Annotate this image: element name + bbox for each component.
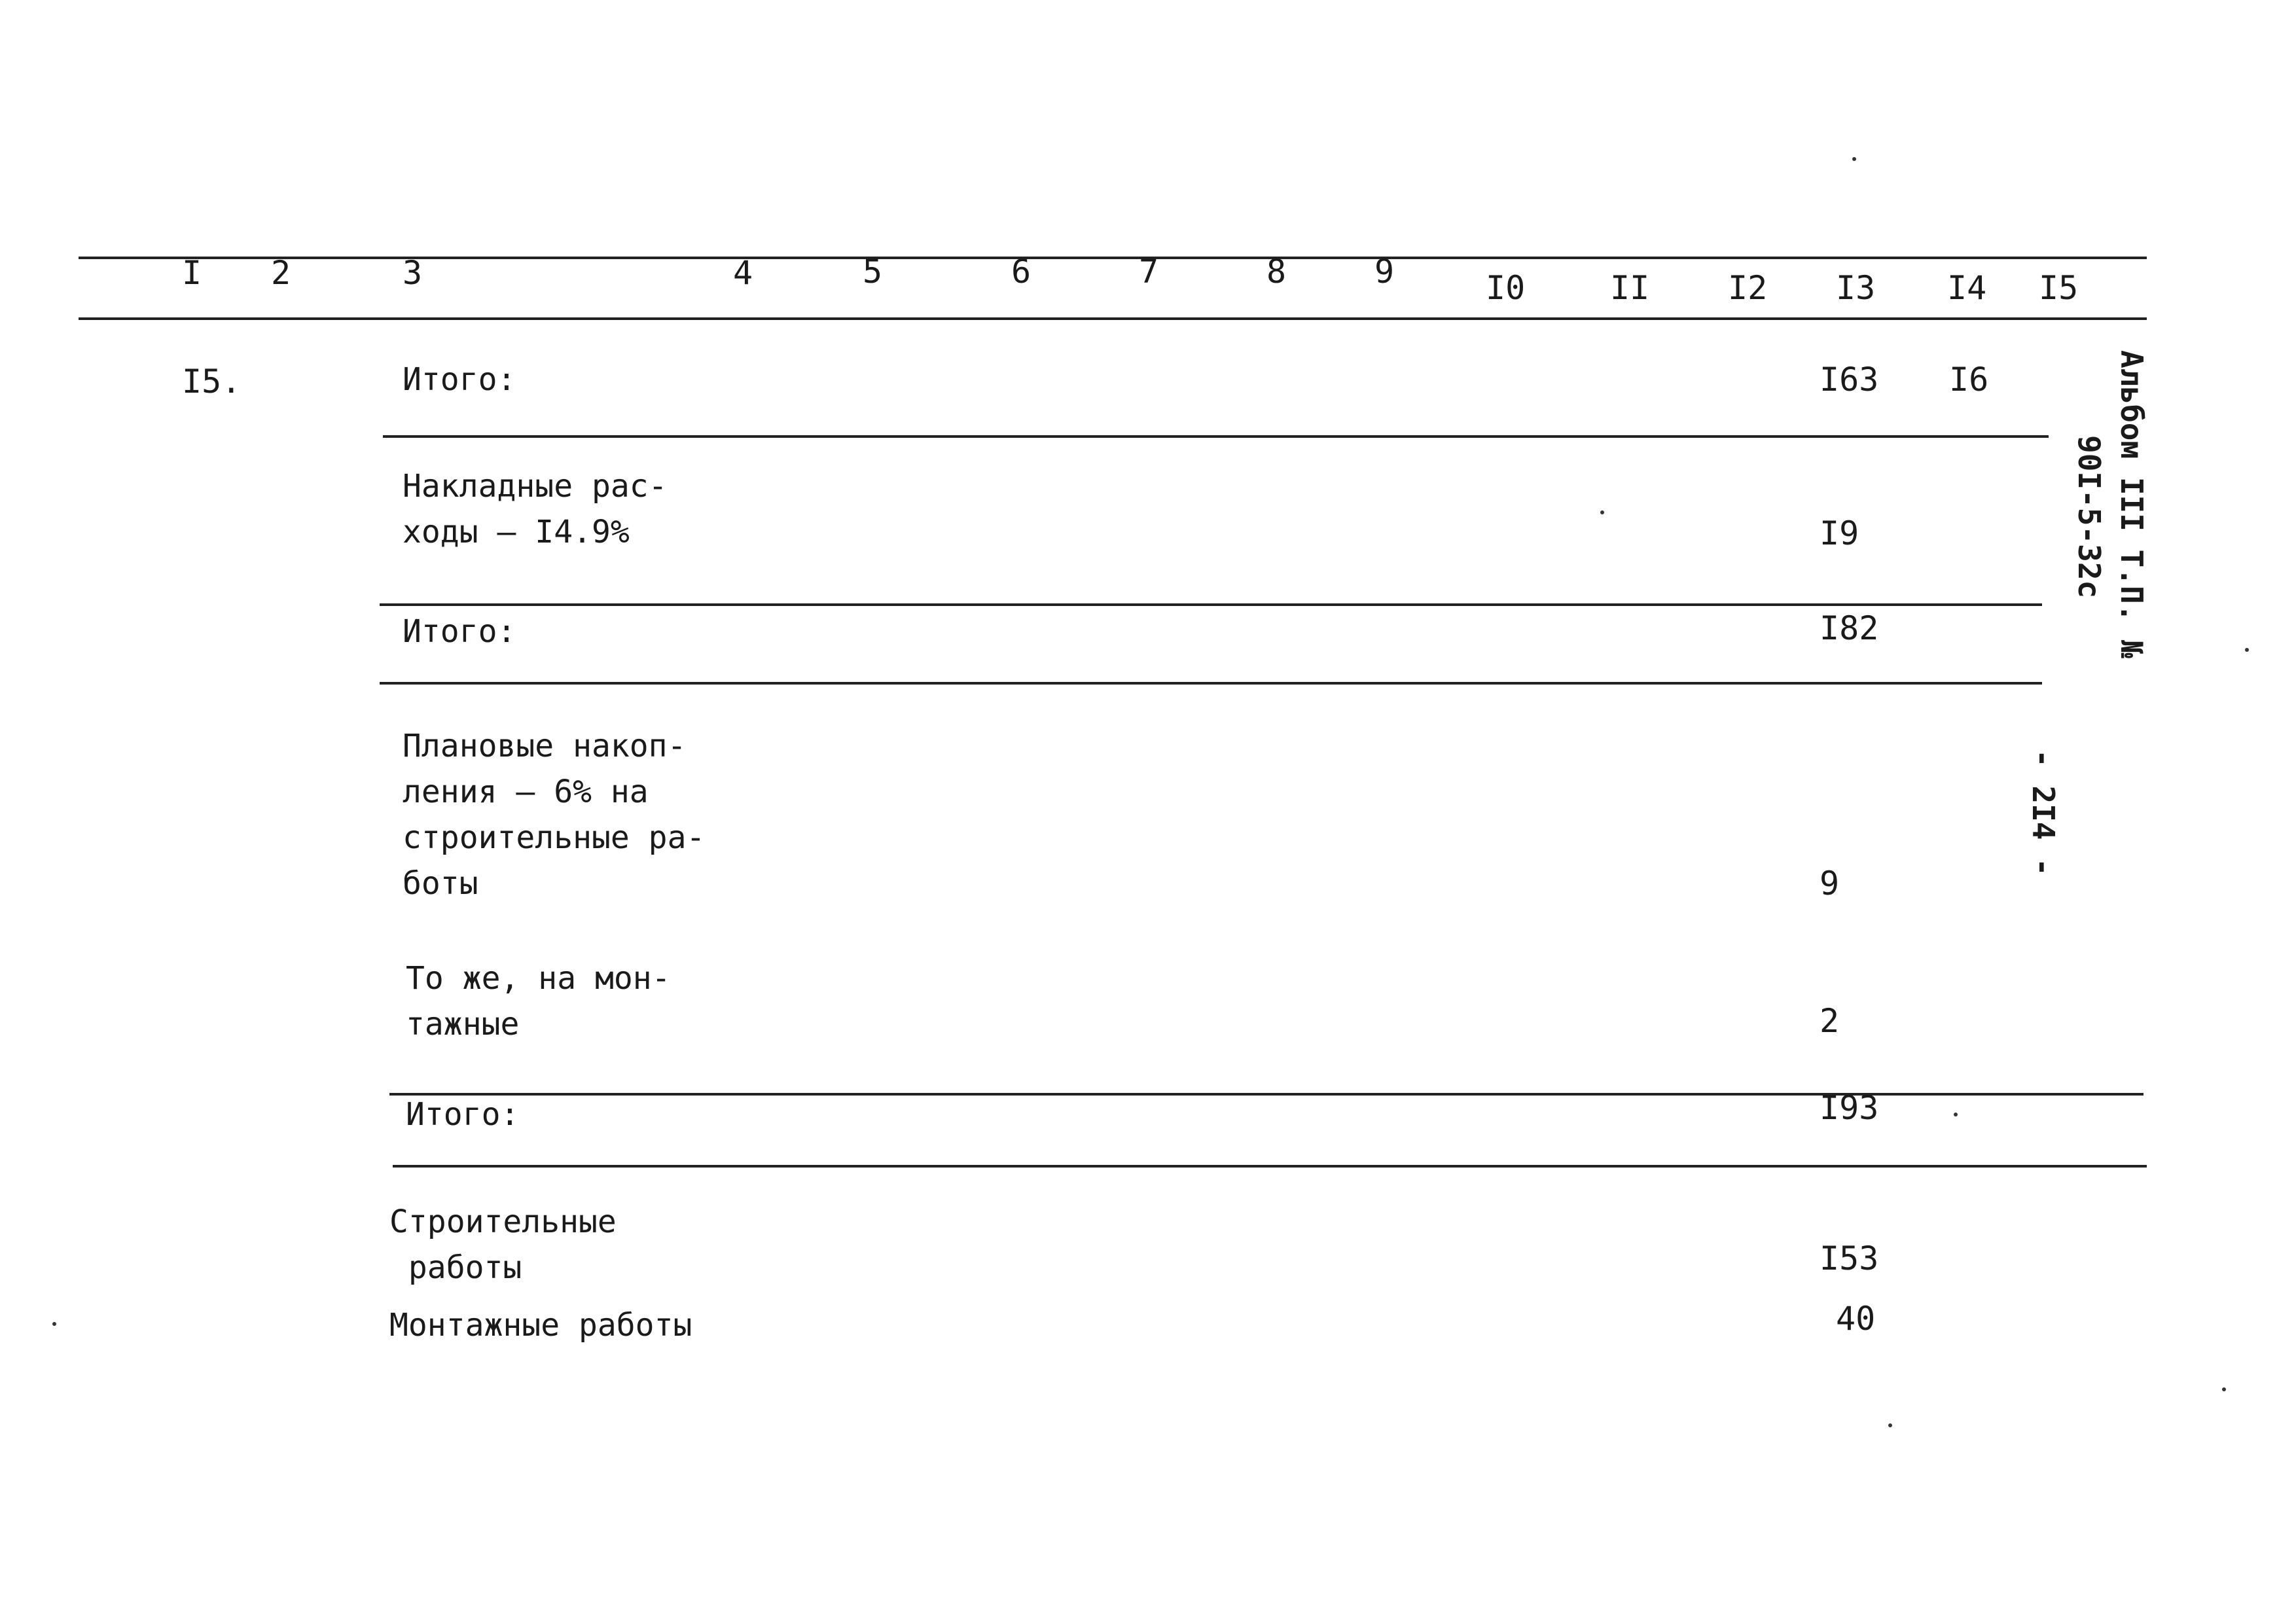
- total-1-rule: [383, 435, 2049, 438]
- margin-page-number: - 2I4 -: [2026, 749, 2061, 876]
- column-number-8: 8: [1266, 253, 1287, 291]
- planned-savings-col13: 9: [1820, 865, 1840, 902]
- total-3-col13: I93: [1820, 1089, 1879, 1127]
- column-number-14: I4: [1947, 269, 1987, 307]
- planned-savings-label: Плановые накоп- ления – 6% на строительные ра- боты: [403, 728, 706, 902]
- total-1-label: Итого:: [403, 361, 516, 398]
- overhead-rule: [380, 603, 2042, 606]
- scan-speck: [1600, 510, 1604, 514]
- overhead-col13: I9: [1820, 514, 1859, 552]
- installation-label: Монтажные работы: [389, 1307, 692, 1344]
- column-number-12: I2: [1728, 269, 1768, 307]
- total-3-rule: [393, 1165, 2147, 1168]
- column-number-4: 4: [733, 254, 753, 292]
- same-install-col13: 2: [1820, 1002, 1840, 1040]
- scan-speck: [2245, 648, 2249, 652]
- column-number-13: I3: [1836, 269, 1876, 307]
- column-number-10: I0: [1486, 269, 1526, 307]
- column-number-9: 9: [1374, 253, 1395, 291]
- total-1-col14: I6: [1949, 361, 1989, 399]
- column-number-3: 3: [403, 254, 423, 292]
- total-2-label: Итого:: [403, 613, 516, 650]
- column-number-11: II: [1610, 269, 1650, 307]
- total-3-label: Итого:: [406, 1096, 520, 1133]
- same-install-label: То же, на мон- тажные: [406, 960, 671, 1043]
- scan-speck: [1852, 157, 1856, 161]
- overhead-label: Накладные рас- ходы – I4.9%: [403, 468, 668, 550]
- margin-album-label: Альбом III Т.П. №: [2114, 350, 2149, 658]
- scan-speck: [1888, 1423, 1892, 1427]
- total-1-col13: I63: [1820, 361, 1879, 399]
- total-2-rule: [380, 682, 2042, 685]
- construction-col13: I53: [1820, 1240, 1879, 1277]
- scan-speck: [52, 1322, 56, 1326]
- margin-project-number: 90I-5-32с: [2072, 435, 2107, 599]
- header-top-rule: [79, 257, 2147, 259]
- column-number-2: 2: [271, 254, 291, 292]
- installation-col13: 40: [1836, 1300, 1876, 1338]
- item-number: I5.: [182, 363, 242, 401]
- total-2-col13: I82: [1820, 609, 1879, 647]
- column-number-7: 7: [1139, 253, 1159, 291]
- column-number-6: 6: [1011, 253, 1031, 291]
- construction-label: Строительные работы: [389, 1204, 617, 1286]
- column-number-1: I: [182, 254, 202, 292]
- column-number-15: I5: [2039, 269, 2079, 307]
- column-number-5: 5: [863, 253, 883, 291]
- header-bottom-rule: [79, 317, 2147, 320]
- scan-speck: [1954, 1113, 1958, 1116]
- scan-speck: [2222, 1387, 2226, 1391]
- same-install-rule: [389, 1093, 2144, 1096]
